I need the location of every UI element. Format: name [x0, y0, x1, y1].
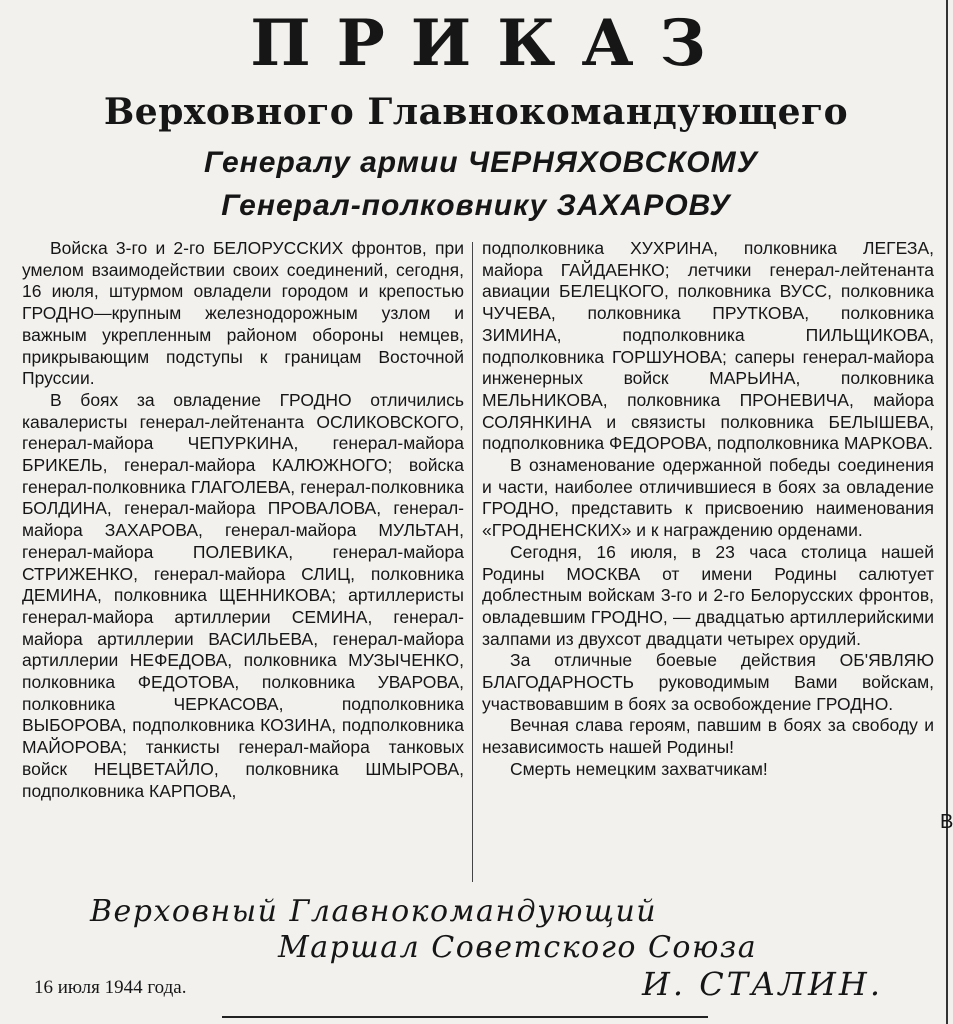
bottom-rule [222, 1016, 708, 1018]
order-subtitle: Верховного Главнокомандующего [103, 91, 849, 133]
addressee-zakharov: Генерал-полковнику ЗАХАРОВУ [221, 189, 731, 222]
order-date: 16 июля 1944 года. [34, 977, 187, 998]
paragraph-capture-grodno: Войска 3-го и 2-го БЕЛОРУССКИХ фронтов, при умелом взаимодействии своих соединений, сегодня, 16 июля, штурмом овладели городом и крепостью ГРОДНО—крупным железнодорожным узлом и важным укрепленным районом обороны немцев, прикрывающим подступы к границам Восточной Пруссии. [22, 238, 464, 389]
edge-column-rule [946, 0, 948, 1024]
addressee-chernyakhovsky: Генералу армии ЧЕРНЯХОВСКОМУ [204, 146, 758, 179]
paragraph-honorific-name: В ознаменование одержанной победы соединения и части, наиболее отличившиеся в боях за овладение ГРОДНО, представить к присвоению наименования «ГРОДНЕНСКИХ» и к награждению орденами. [482, 455, 934, 541]
paragraph-salute: Сегодня, 16 июля, в 23 часа столица нашей Родины МОСКВА от имени Родины салютует доблестным войскам 3-го и 2-го Белорусских фронтов, овладевшим ГРОДНО, — двадцатью артиллерийскими залпами из двухсот двадцати четырех орудий. [482, 541, 934, 649]
signature-rank: Маршал Советского Союза [278, 930, 758, 965]
paragraph-gratitude: За отличные боевые действия ОБ'ЯВЛЯЮ БЛАГОДАРНОСТЬ руководимым Вами войскам, участвовавшим в боях за освобождение ГРОДНО. [482, 650, 934, 714]
signature-title: Верховный Главнокомандующий [90, 894, 658, 929]
paragraph-distinguished-continued: подполковника ХУХРИНА, полковника ЛЕГЕЗА, майора ГАЙДАЕНКО; летчики генерал-лейтенанта авиации БЕЛЕЦКОГО, полковника ВУСС, полковника ЧУЧЕВА, полковника ПРУТКОВА, полковника ЗИМИНА, подполковника ПИЛЬЩИКОВА, подполковника ГОРШУНОВА; саперы генерал-майора инженерных войск МАРЬИНА, полковника МЕЛЬНИКОВА, полковника ПРОНЕВИЧА, майора СОЛЯНКИНА и связисты полковника БЕЛЫШЕВА, подполковника ФЕДОРОВА, подполковника МАРКОВА. [482, 238, 934, 454]
paragraph-death-to-invaders: Смерть немецким захватчикам! [510, 758, 768, 779]
column-divider [472, 242, 473, 882]
order-title: ПРИКАЗ [250, 6, 732, 81]
paragraph-eternal-glory: Вечная слава героям, павшим в боях за свободу и независимость нашей Родины! [482, 715, 934, 758]
signature-name: И. СТАЛИН. [642, 965, 883, 1003]
left-text-column [22, 238, 464, 802]
right-text-column [482, 238, 934, 781]
paragraph-distinguished-units: В боях за овладение ГРОДНО отличились кавалеристы генерал-лейтенанта ОСЛИКОВСКОГО, генерал-майора ЧЕПУРКИНА, генерал-майора БРИКЕЛЬ, генерал-майора КАЛЮЖНОГО; войска генерал-полковника ГЛАГОЛЕВА, генерал-полковника БОЛДИНА, генерал-майора ПРОВАЛОВА, генерал-майора ЗАХАРОВА, генерал-майора МУЛЬТАН, генерал-майора ПОЛЕВИКА, генерал-майора СТРИЖЕНКО, генерал-майора СЛИЦ, полковника ДЕМИНА, полковника ЩЕННИКОВА; артиллеристы генерал-майора артиллерии СЕМИНА, генерал-майора артиллерии ВАСИЛЬЕВА, генерал-майора артиллерии НЕФЕДОВА, полковника МУЗЫЧЕНКО, полковника ФЕДОТОВА, полковника УВАРОВА, полковника ЧЕРКАСОВА, подполковника ВЫБОРОВА, подполковника КОЗИНА, подполковника МАЙОРОВА; танкисты генерал-майора танковых войск НЕЦВЕТАЙЛО, полковника ШМЫРОВА, подполковника КАРПОВА, [22, 389, 464, 801]
edge-text-fragment: В [940, 811, 953, 833]
